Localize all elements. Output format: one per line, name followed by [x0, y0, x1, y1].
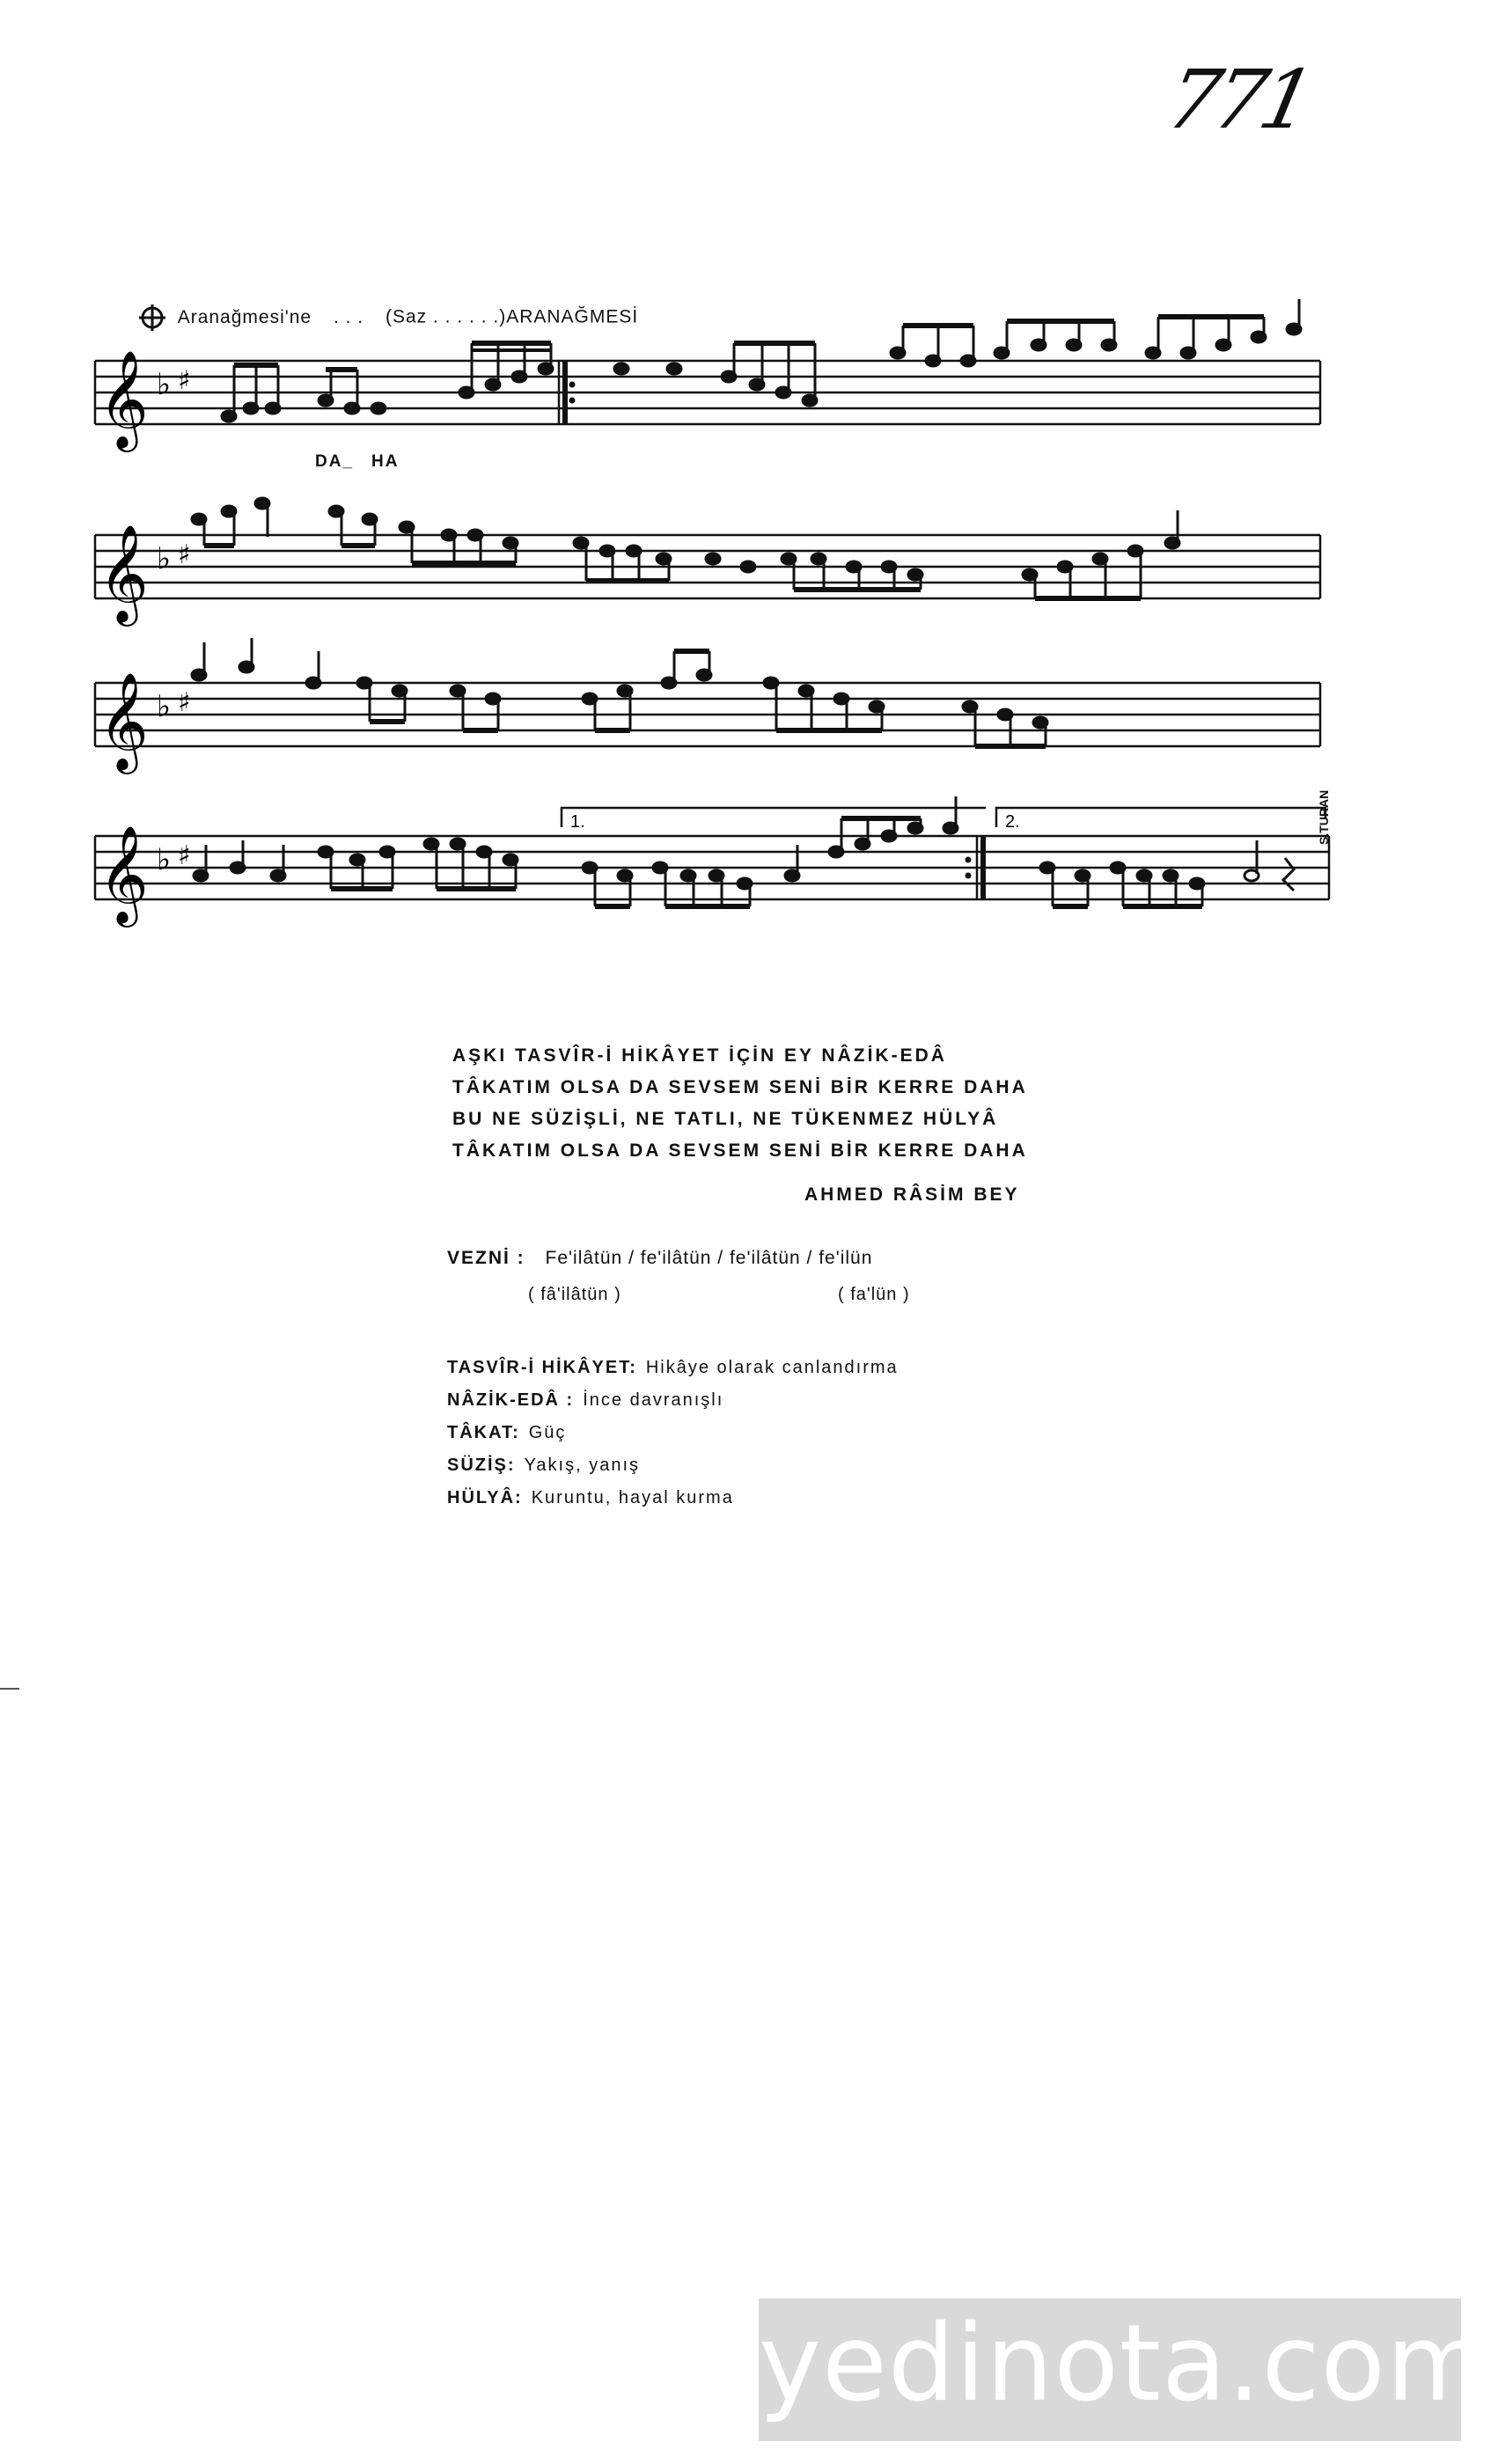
svg-text:♭: ♭ — [157, 541, 172, 576]
svg-text:♯: ♯ — [178, 840, 191, 871]
glossary-entry: TASVÎR-İ HİKÂYET: Hikâye olarak canlandırma — [447, 1358, 899, 1377]
poem-author: AHMED RÂSİM BEY — [804, 1184, 1020, 1205]
volta-first-label: 1. — [570, 812, 585, 832]
svg-text:𝄞: 𝄞 — [99, 349, 149, 448]
svg-text:♭: ♭ — [157, 842, 172, 877]
poem-lyrics — [452, 1040, 1028, 1167]
volta-second-label: 2. — [1005, 812, 1020, 832]
poem-line-1: AŞKI TASVÎR-İ HİKÂYET İÇİN EY NÂZİK-EDÂ — [452, 1045, 947, 1066]
meter-label: VEZNİ : — [447, 1248, 525, 1268]
staff-system-1 — [62, 317, 1329, 466]
glossary — [447, 1352, 899, 1514]
staff-system-2 — [62, 475, 1329, 625]
poem-line-2: TÂKATIM OLSA DA SEVSEM SENİ BİR KERRE DAHA — [452, 1077, 1028, 1097]
meter-pattern: Fe'ilâtün / fe'ilâtün / fe'ilâtün / fe'ilün — [545, 1248, 873, 1268]
glossary-entry: HÜLYÂ: Kuruntu, hayal kurma — [447, 1488, 734, 1507]
glossary-entry: SÜZİŞ: Yakış, yanış — [447, 1456, 641, 1475]
svg-text:♭: ♭ — [157, 689, 172, 724]
svg-text:♯: ♯ — [178, 539, 191, 570]
header-aranagmesi: ARANAĞMESİ — [506, 306, 639, 327]
edge-mark — [0, 1688, 19, 1690]
poem-line-4: TÂKATIM OLSA DA SEVSEM SENİ BİR KERRE DAHA — [452, 1140, 1028, 1161]
staff-system-4 — [62, 789, 1331, 942]
svg-text:𝄞: 𝄞 — [99, 671, 149, 770]
meter-line — [447, 1248, 872, 1269]
svg-text:♯: ♯ — [178, 687, 191, 718]
treble-clef-icon — [99, 349, 149, 452]
lyric-syllable-1: DA_ — [315, 452, 355, 471]
header-saz: (Saz . . . . . .) — [386, 306, 507, 327]
meter-alt-2: ( fa'lün ) — [838, 1285, 910, 1304]
glossary-entry: NÂZİK-EDÂ : İnce davranışlı — [447, 1390, 724, 1410]
header-dots: . . . — [333, 306, 364, 327]
watermark: yedinota.com — [759, 2299, 1461, 2441]
meter-alt-1: ( fâ'ilâtün ) — [528, 1285, 621, 1304]
glossary-entry: TÂKAT: Güç — [447, 1423, 567, 1442]
svg-text:♭: ♭ — [157, 367, 172, 402]
staff-system-3 — [62, 634, 1329, 783]
svg-text:𝄞: 𝄞 — [99, 524, 149, 622]
lyric-syllable-2: HA — [371, 452, 400, 471]
poem-line-3: BU NE SÜZİŞLİ, NE TATLI, NE TÜKENMEZ HÜLYÂ — [452, 1109, 999, 1129]
composer-side-label: S.TURAN — [1317, 789, 1331, 845]
page-number: 771 — [1158, 53, 1318, 147]
svg-text:𝄞: 𝄞 — [99, 825, 149, 923]
header-instruction: Aranağmesi'ne — [177, 306, 312, 327]
svg-text:♯: ♯ — [178, 365, 191, 396]
